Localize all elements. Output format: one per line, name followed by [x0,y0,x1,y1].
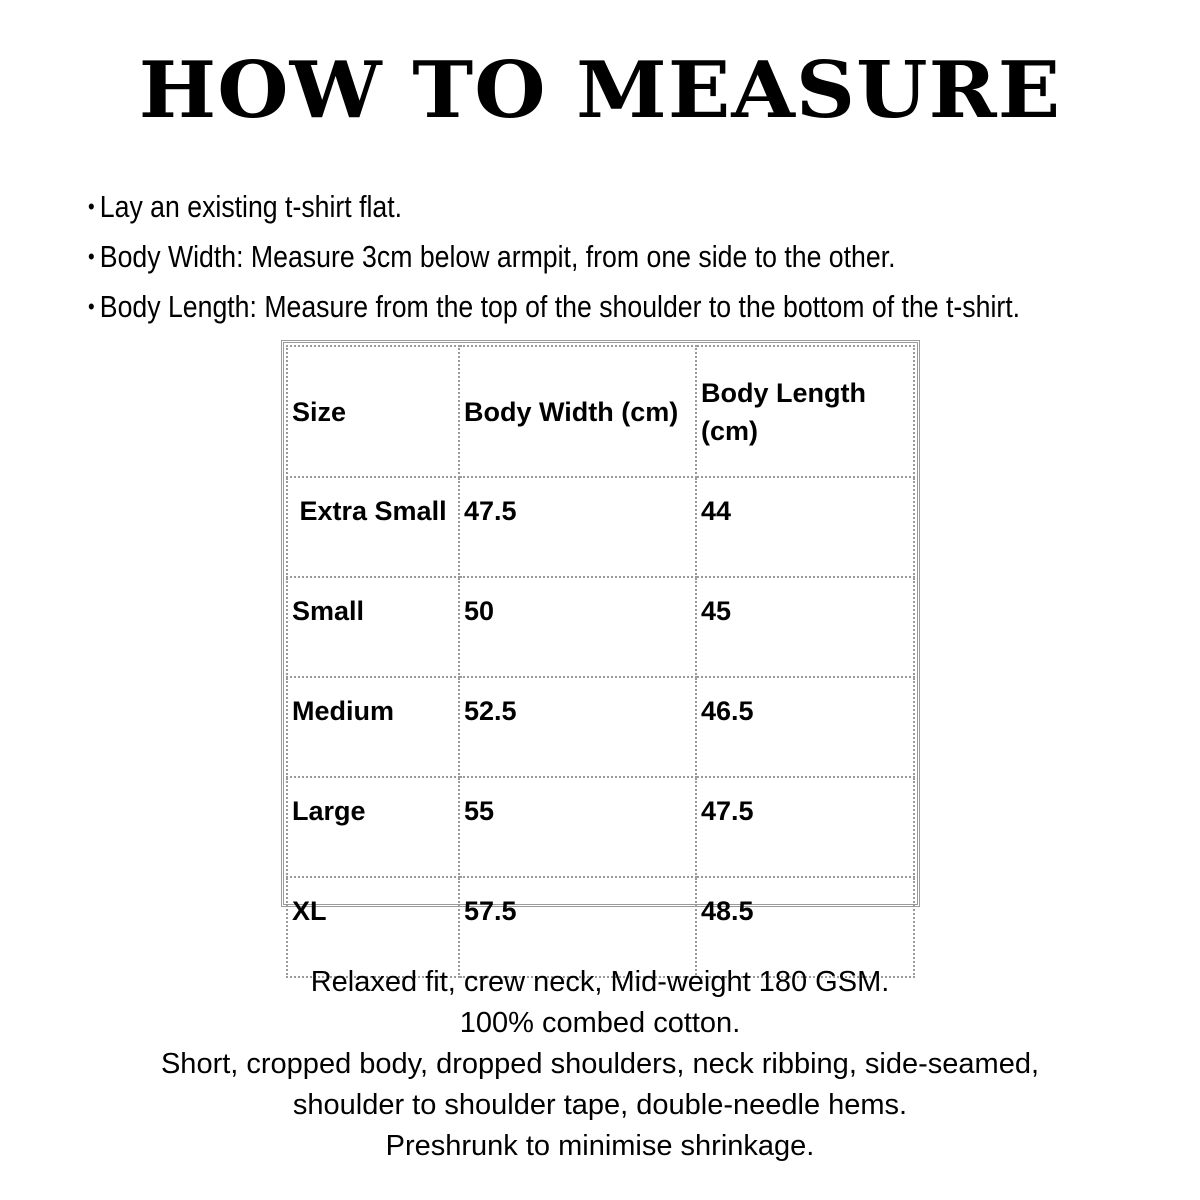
description-line: 100% combed cotton. [459,1007,741,1039]
cell-size: Large [287,777,459,877]
table-row [287,677,914,777]
bullet-icon: • [88,244,95,269]
description-line: Short, cropped body, dropped shoulders, neck ribbing, side-seamed, [160,1048,1040,1080]
instruction-text: Body Width: Measure 3cm below armpit, from one side to the other. [99,239,896,274]
instructions-list [88,183,1172,333]
table-row [287,477,914,577]
bullet-icon: • [88,194,95,219]
instruction-item [88,283,1020,333]
size-table [286,345,915,978]
cell-size: Medium [287,677,459,777]
cell-size: Extra Small [287,477,459,577]
instruction-text: Lay an existing t-shirt flat. [99,189,403,224]
size-chart [281,340,920,926]
instruction-item [88,233,1020,283]
bullet-icon: • [88,294,95,319]
instruction-item [88,183,1020,233]
header-size: Size [287,346,459,477]
cell-body-length: 45 [696,577,914,677]
description-line: Relaxed fit, crew neck, Mid-weight 180 GSM. [310,966,890,998]
cell-size: XL [287,877,459,977]
instruction-text: Body Length: Measure from the top of the shoulder to the bottom of the t-shirt. [99,289,1021,324]
header-body-width: Body Width (cm) [459,346,696,477]
cell-body-length: 44 [696,477,914,577]
cell-body-width: 57.5 [459,877,696,977]
page-title: HOW TO MEASURE [138,45,1062,136]
table-row [287,577,914,677]
cell-body-width: 50 [459,577,696,677]
product-description [0,962,1200,1167]
cell-body-length: 46.5 [696,677,914,777]
cell-body-length: 47.5 [696,777,914,877]
cell-body-width: 47.5 [459,477,696,577]
cell-size: Small [287,577,459,677]
cell-body-width: 52.5 [459,677,696,777]
cell-body-width: 55 [459,777,696,877]
description-line: Preshrunk to minimise shrinkage. [385,1130,815,1162]
header-body-length: Body Length (cm) [696,346,914,477]
table-header-row [287,346,914,477]
table-row [287,777,914,877]
cell-body-length: 48.5 [696,877,914,977]
description-line: shoulder to shoulder tape, double-needle hems. [292,1089,908,1121]
